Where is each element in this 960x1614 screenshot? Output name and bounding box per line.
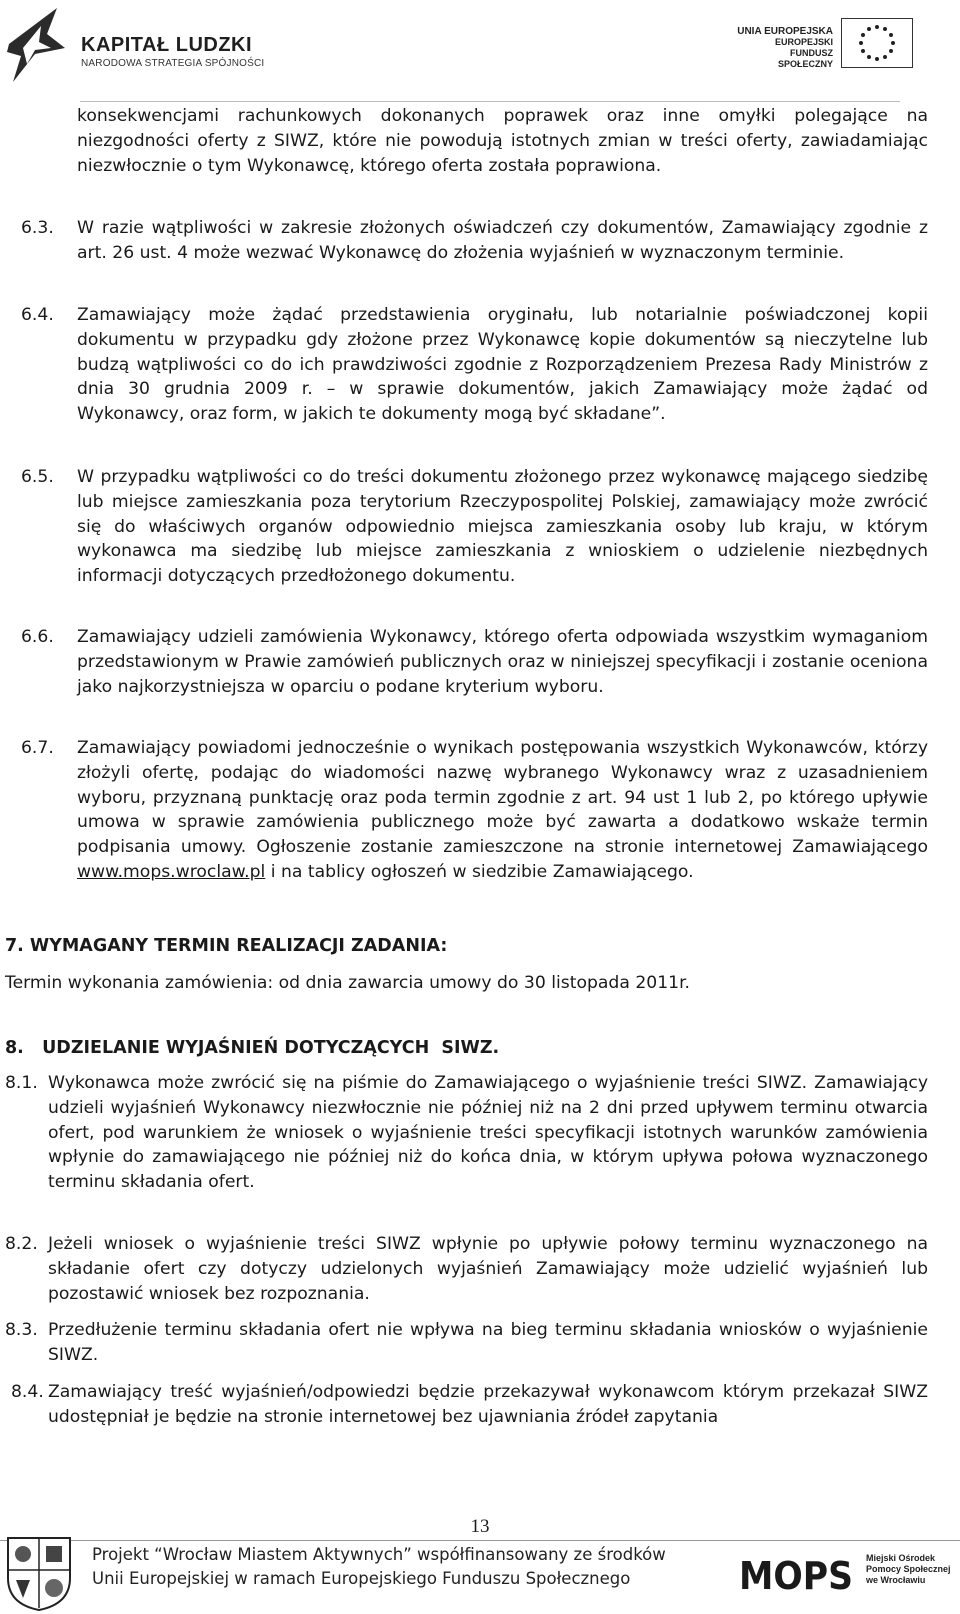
section-number-6-6: 6.6. (21, 627, 54, 647)
eu-line1: UNIA EUROPEJSKA (737, 26, 833, 37)
paragraph-8-1: Wykonawca może zwrócić się na piśmie do Zamawiającego o wyjaśnienie treści SIWZ. Zamawiający udzieli wyjaśnień Wykonawcy niezwłocznie nie później niż na 2 dni przed upływem terminu otwarcia ofert, pod warunkiem że wniosek o wyjaśnienie treści specyfikacji istotnych warunków zamówienia wpłynie do zamawiającego nie później niż do końca dnia, w którym upływa połowa wyznaczonego terminu składania ofert. (48, 1073, 928, 1193)
section-heading-7: 7. WYMAGANY TERMIN REALIZACJI ZADANIA: (5, 936, 448, 956)
mops-website-link[interactable]: www.mops.wroclaw.pl (77, 861, 266, 882)
eu-logo (733, 18, 943, 70)
mops-label-line-2: Pomocy Społecznej (866, 1564, 951, 1574)
section-number-8-2: 8.2. (5, 1234, 38, 1254)
section-number-6-5: 6.5. (21, 467, 54, 487)
star-logo-icon (5, 4, 67, 84)
eu-text (733, 26, 833, 70)
section-number-6-3: 6.3. (21, 218, 54, 238)
paragraph-6-7-text: Zamawiający powiadomi jednocześnie o wynikach postępowania wszystkich Wykonawców, którzy złożyli ofertę, podając do wiadomości nazwę wybranego Wykonawcy wraz z uzasadnieniem wyboru, przyznaną punktację oraz poda termin zgodnie z art. 94 ust 1 lub 2, po którego upływie umowa w sprawie zamówienia publicznego może być zawarta a dodatkowo wskaże termin podpisania umowy. Ogłoszenie zostanie zamieszczone na stronie internetowej Zamawiającego (77, 738, 928, 858)
paragraph-6-3: W razie wątpliwości w zakresie złożonych oświadczeń czy dokumentów, Zamawiający zgodnie z art. 26 ust. 4 może wezwać Wykonawcę do złożenia wyjaśnień w wyznaczonym terminie. (77, 218, 928, 263)
mops-label-line-1: Miejski Ośrodek (866, 1553, 936, 1563)
paragraph-8-2: Jeżeli wniosek o wyjaśnienie treści SIWZ wpłynie po upływie połowy terminu wyznaczonego na składanie ofert czy dotyczy udzielonych wyjaśnień Zamawiający może udzielić wyjaśnień lub pozostawić wniosek bez rozpoznania. (48, 1234, 928, 1304)
header-divider (80, 101, 900, 102)
section-number-8-1: 8.1. (5, 1073, 38, 1093)
kapital-ludzki-logo (5, 4, 265, 84)
eu-flag-icon (841, 18, 913, 68)
paragraph-8-3: Przedłużenie terminu składania ofert nie wpływa na bieg terminu składania wniosków o wyjaśnienie SIWZ. (48, 1320, 928, 1365)
mops-label (866, 1553, 951, 1586)
paragraph-6-2-continued: konsekwencjami rachunkowych dokonanych poprawek oraz inne omyłki polegające na niezgodności oferty z SIWZ, które nie powodują istotnych zmian w treści oferty, zawiadamiając niezwłocznie o tym Wykonawcę, którego oferta została poprawiona. (77, 106, 928, 176)
paragraph-6-6: Zamawiający udzieli zamówienia Wykonawcy, którego oferta odpowiada wszystkim wymaganiom przedstawionym w Prawie zamówień publicznych oraz w niniejszej specyfikacji i zostanie oceniona jako najkorzystniejsza w oparciu o podane kryterium wyboru. (77, 627, 928, 697)
paragraph-6-7 (77, 736, 928, 885)
mops-logo-text: MOPS (739, 1554, 853, 1598)
paragraph-6-5: W przypadku wątpliwości co do treści dokumentu złożonego przez wykonawcę mającego siedzibę lub miejsce zamieszkania poza terytorium Rzeczypospolitej Polskiej, zamawiający może zwrócić się do właściwych organów odpowiednio miejsca zamieszkania osoby lub kraju, w którym wykonawca ma siedzibę lub miejsce zamieszkania z wnioskiem o udzielenie niezbędnych informacji dotyczących przedłożonego dokumentu. (77, 467, 928, 587)
paragraph-6-7-tail: i na tablicy ogłoszeń w siedzibie Zamawiającego. (265, 861, 694, 882)
eu-line3: FUNDUSZ SPOŁECZNY (777, 48, 833, 69)
page-number: 13 (470, 1516, 490, 1537)
paragraph-6-4: Zamawiający może żądać przedstawienia oryginału, lub notarialnie poświadczonej kopii dokumentu w przypadku gdy złożone przez Wykonawcę kopie dokumentów są nieczytelne lub budzą wątpliwości co do ich prawdziwości zgodnie z Rozporządzeniem Prezesa Rady Ministrów z dnia 30 grudnia 2009 r. – w sprawie dokumentów, jakich Zamawiający może żądać od Wykonawcy, oraz form, w jakich te dokumenty mogą być składane”. (77, 305, 928, 425)
section-heading-8: 8. UDZIELANIE WYJAŚNIEŃ DOTYCZĄCYCH SIWZ. (5, 1038, 500, 1058)
paragraph-8-4: Zamawiający treść wyjaśnień/odpowiedzi będzie przekazywał wykonawcom którym przekazał SIWZ udostępniał je będzie na stronie internetowej bez ujawniania źródeł zapytania (48, 1382, 928, 1427)
footer-divider (0, 1540, 960, 1541)
page-header (0, 0, 960, 95)
wroclaw-crest-icon (4, 1534, 74, 1612)
paragraph-7: Termin wykonania zamówienia: od dnia zawarcia umowy do 30 listopada 2011r. (5, 973, 691, 993)
eu-line2: EUROPEJSKI (774, 37, 833, 47)
logo-title: KAPITAŁ LUDZKI (81, 34, 253, 56)
mops-logo (737, 1549, 857, 1599)
section-number-6-7: 6.7. (21, 738, 54, 758)
section-number-8-3: 8.3. (5, 1320, 38, 1340)
mops-label-line-3: we Wrocławiu (866, 1575, 926, 1585)
section-number-8-4: 8.4. (11, 1382, 44, 1402)
section-number-6-4: 6.4. (21, 305, 54, 325)
footer-line-1: Projekt “Wrocław Miastem Aktywnych” współfinansowany ze środków (92, 1545, 666, 1564)
logo-subtitle: NARODOWA STRATEGIA SPÓJNOŚCI (81, 58, 265, 69)
footer-text (92, 1543, 666, 1591)
footer-line-2: Unii Europejskiej w ramach Europejskiego Funduszu Społecznego (92, 1569, 631, 1588)
